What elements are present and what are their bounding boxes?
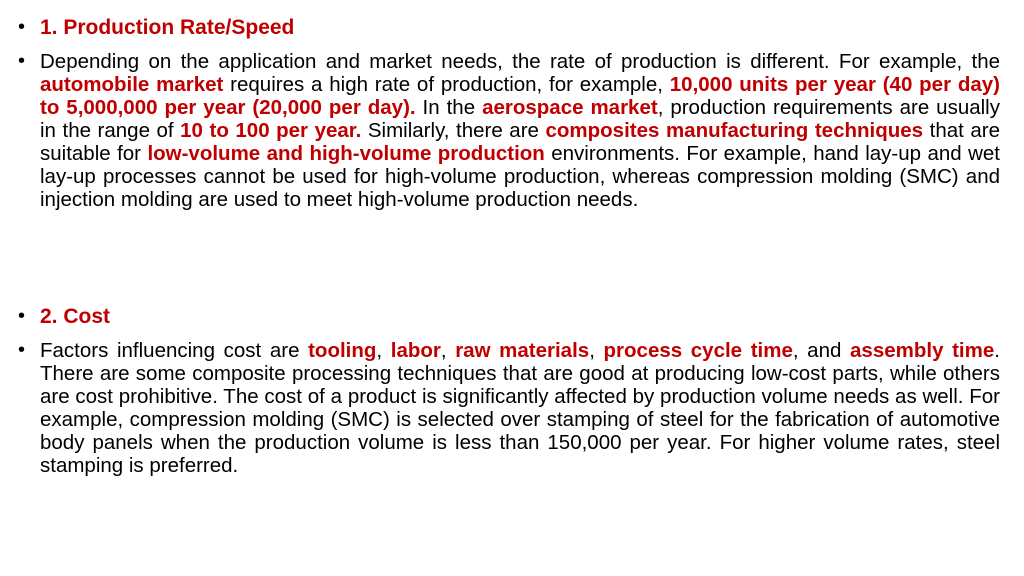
paragraph-text: requires a high rate of production, for example, <box>223 73 670 96</box>
highlighted-term: automobile market <box>40 73 224 96</box>
highlighted-term: low-volume and high-volume production <box>147 142 545 165</box>
highlighted-term: tooling <box>308 339 377 362</box>
paragraph-text: Factors influencing cost are <box>40 339 309 362</box>
section-heading: 1. Production Rate/Speed <box>40 16 295 39</box>
section-1-body-bullet <box>18 50 1000 211</box>
paragraph-text: . There are some composite processing techniques that are good at producing low-cost parts, while others are cost prohibitive. The cost of a product is significantly affected by production volume needs as well. For example, compression molding (SMC) is selected over stamping of steel for the fabrication of automotive body panels when the production volume is less than 150,000 per year. For higher volume rates, steel stamping is preferred. <box>40 339 1000 477</box>
highlighted-term: 10 to 100 per year. <box>180 119 362 142</box>
paragraph-text: Similarly, there are <box>361 119 546 142</box>
section-1-heading-bullet <box>18 16 1000 39</box>
highlighted-term: aerospace market <box>482 96 658 119</box>
highlighted-term: 10,000 units per year (40 per day) to 5,000,000 per year (20,000 per day). <box>40 73 1000 119</box>
section-2-heading-bullet <box>18 305 1000 328</box>
paragraph-text: , and <box>792 339 851 362</box>
section-heading: 2. Cost <box>40 305 111 328</box>
paragraph-text: , <box>376 339 391 362</box>
paragraph-text: that are suitable for <box>40 119 1000 165</box>
section-1-paragraph <box>40 50 1000 211</box>
highlighted-term: raw materials <box>455 339 590 362</box>
paragraph-text: , <box>589 339 604 362</box>
highlighted-term: process cycle time <box>603 339 793 362</box>
bullet-dot-icon: • <box>18 339 26 361</box>
paragraph-text: , production requirements are usually in the range of <box>40 96 1000 142</box>
highlighted-term: labor <box>390 339 441 362</box>
section-2-body-bullet <box>18 339 1000 477</box>
bullet-dot-icon: • <box>18 305 26 327</box>
bullet-dot-icon: • <box>18 50 26 72</box>
paragraph-text: In the <box>415 96 483 119</box>
section-2-paragraph <box>40 339 1000 477</box>
highlighted-term: assembly time <box>850 339 995 362</box>
highlighted-term: composites manufacturing techniques <box>545 119 924 142</box>
paragraph-text: , <box>440 339 456 362</box>
bullet-dot-icon: • <box>18 16 26 38</box>
paragraph-text: environments. For example, hand lay-up and wet lay-up processes cannot be used for high-volume production, whereas compression molding (SMC) and injection molding are used to meet high-volume production needs. <box>40 142 1000 211</box>
paragraph-text: Depending on the application and market needs, the rate of production is different. For example, the <box>40 50 1000 73</box>
